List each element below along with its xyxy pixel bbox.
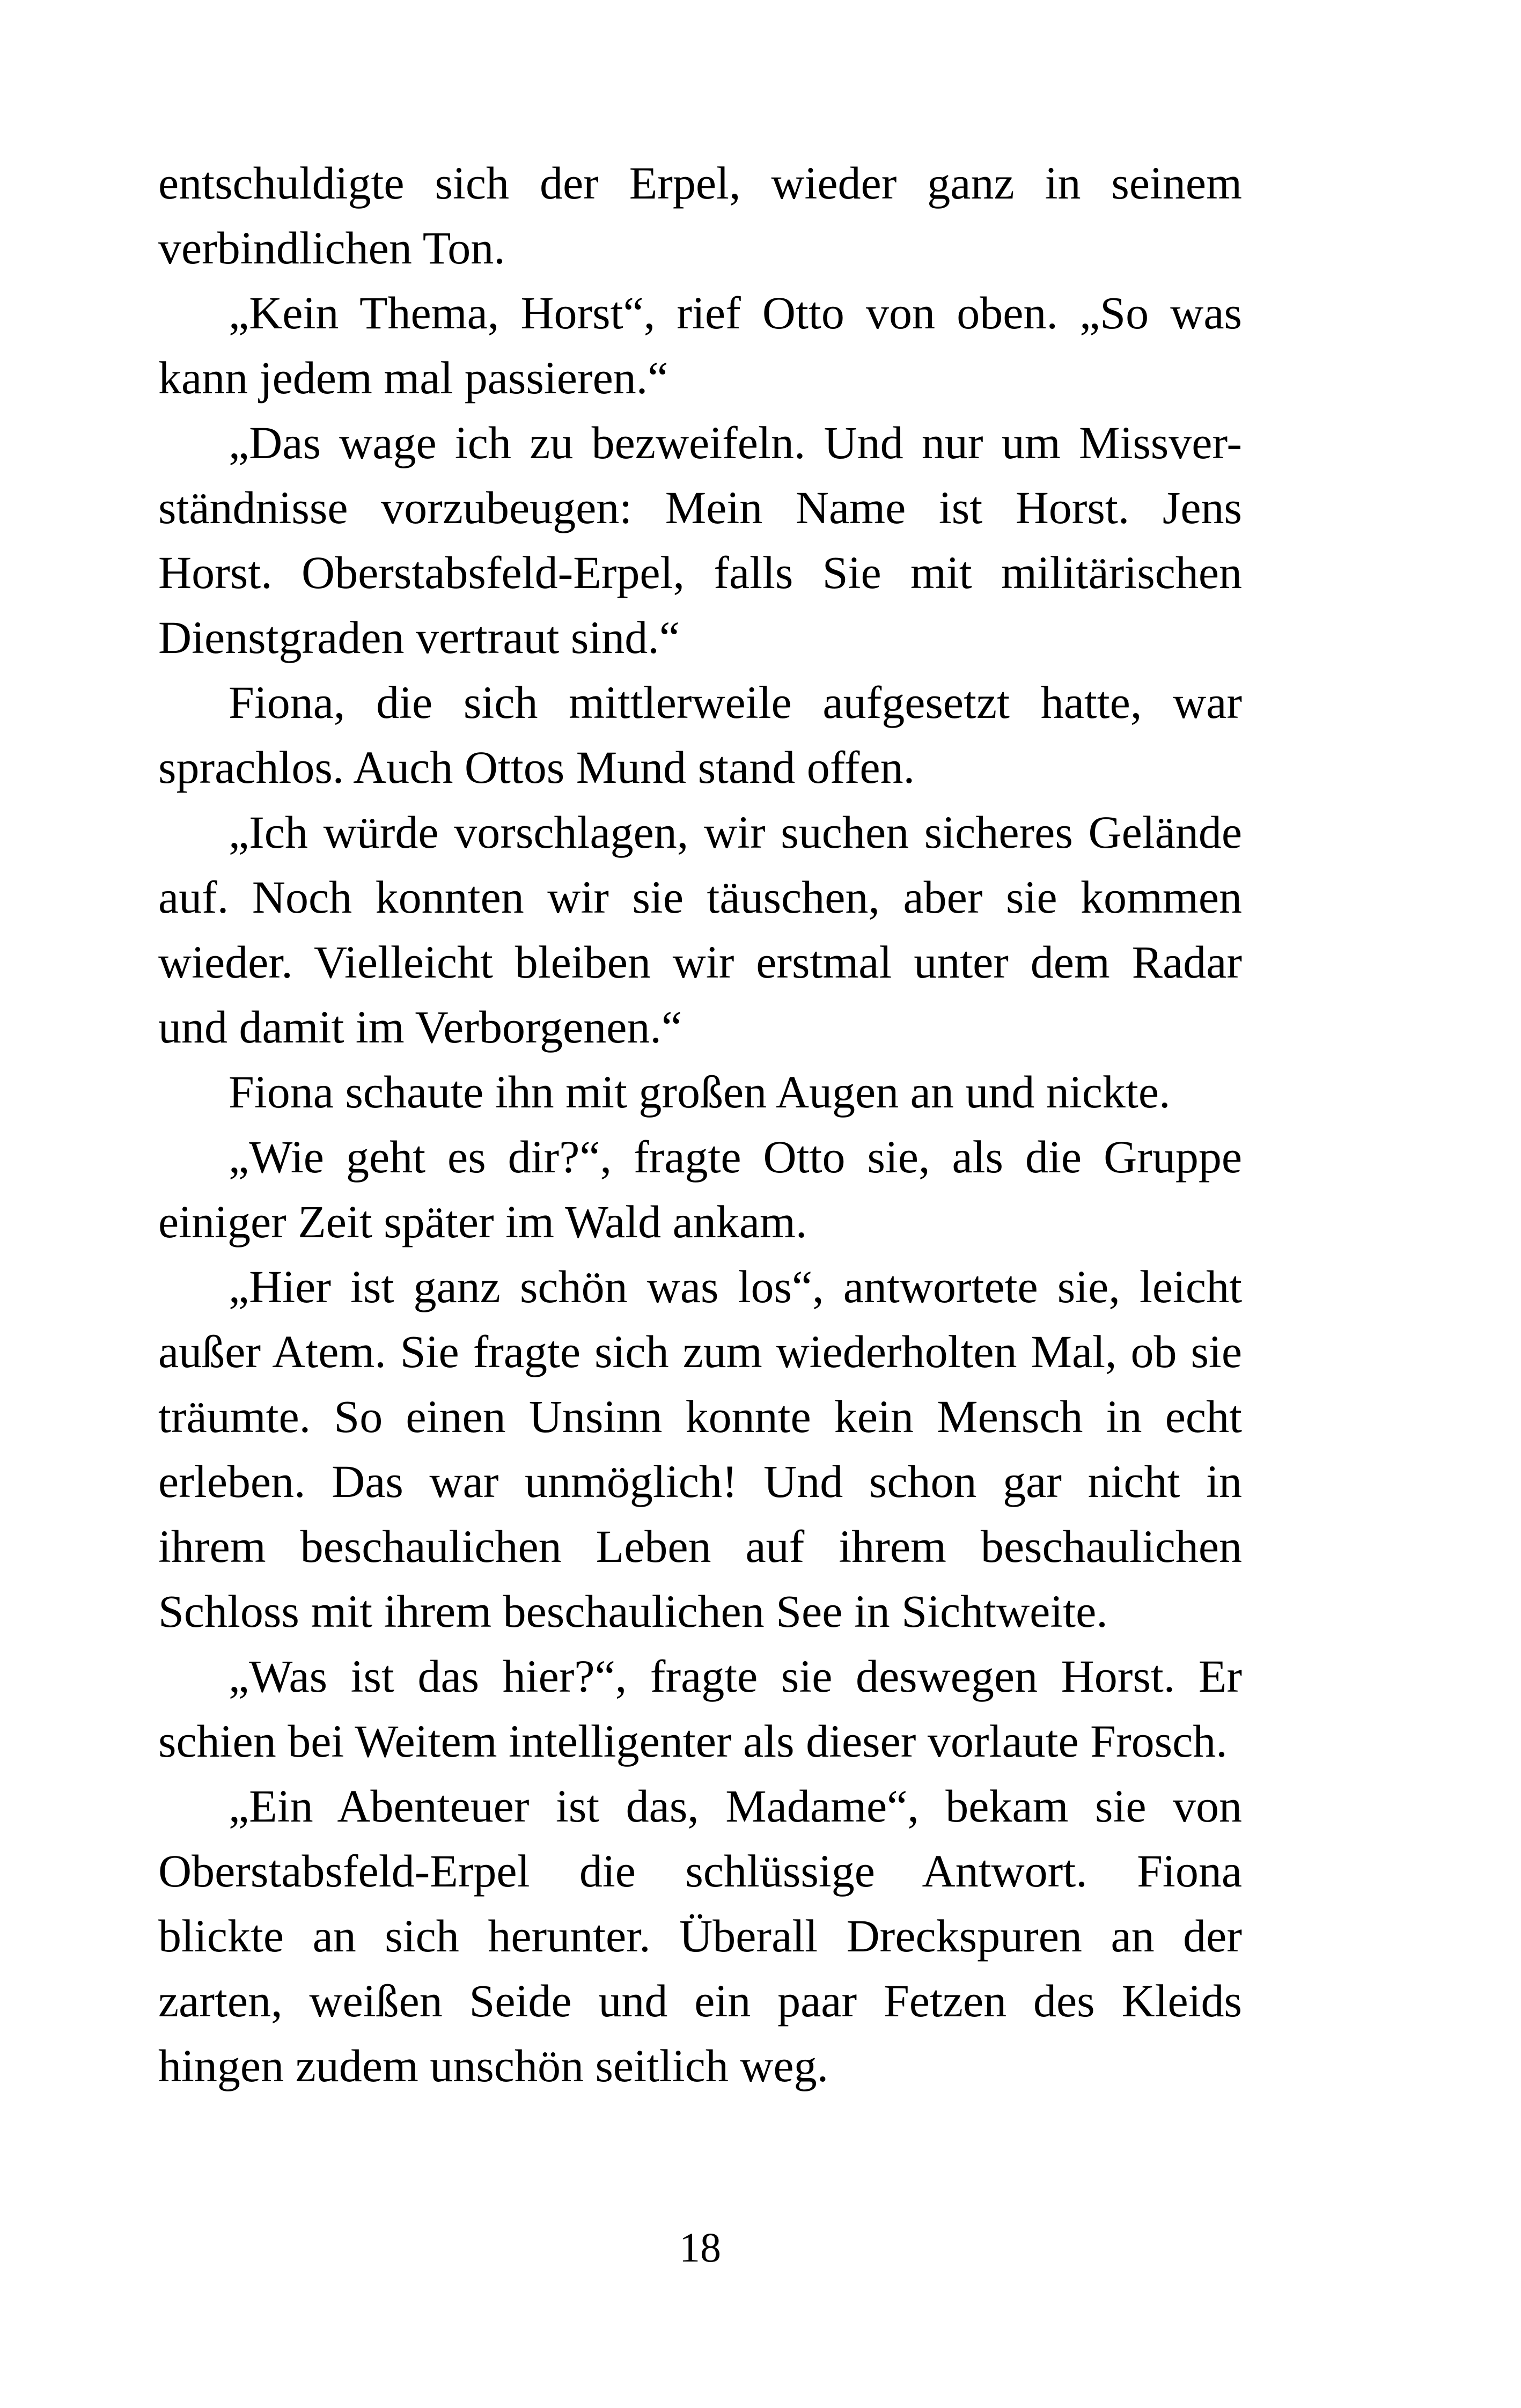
text-line: „Kein Thema, Horst“, rief Otto von oben. „So was	[229, 287, 1242, 339]
text-line: Fiona schaute ihn mit großen Augen an und nickte.	[229, 1066, 1171, 1118]
text-line: einiger Zeit später im Wald ankam.	[158, 1196, 807, 1247]
text-line: blickte an sich herunter. Überall Dreckspuren an der	[158, 1910, 1242, 1962]
text-line: Oberstabsfeld-Erpel die schlüssige Antwort. Fiona	[158, 1845, 1242, 1897]
text-line: Schloss mit ihrem beschaulichen See in Sichtweite.	[158, 1585, 1108, 1637]
text-line: sprachlos. Auch Ottos Mund stand offen.	[158, 742, 915, 793]
text-line: „Ich würde vorschlagen, wir suchen sicheres Gelände	[229, 806, 1242, 858]
text-line: „Das wage ich zu bezweifeln. Und nur um Missver-	[229, 417, 1242, 468]
paragraph	[158, 410, 1242, 670]
text-line: verbindlichen Ton.	[158, 222, 505, 274]
paragraph	[158, 1644, 1242, 1774]
text-line: hingen zudem unschön seitlich weg.	[158, 2040, 829, 2091]
text-line: „Hier ist ganz schön was los“, antwortete sie, leicht	[229, 1261, 1242, 1312]
text-line: zarten, weißen Seide und ein paar Fetzen des Kleids	[158, 1975, 1242, 2027]
paragraph	[158, 1774, 1242, 2098]
text-line: Horst. Oberstabsfeld-Erpel, falls Sie mit militärischen	[158, 547, 1242, 598]
text-line: „Was ist das hier?“, fragte sie deswegen Horst. Er	[229, 1650, 1242, 1702]
paragraph	[158, 151, 1242, 281]
paragraph	[158, 1254, 1242, 1644]
page-number: 18	[679, 2224, 721, 2271]
text-line: „Ein Abenteuer ist das, Madame“, bekam sie von	[229, 1780, 1242, 1832]
paragraph	[158, 281, 1242, 410]
text-line: auf. Noch konnten wir sie täuschen, aber sie kommen	[158, 871, 1242, 923]
paragraph	[158, 670, 1242, 800]
text-line: ihrem beschaulichen Leben auf ihrem beschaulichen	[158, 1521, 1242, 1572]
paragraph	[158, 1125, 1242, 1254]
paragraph	[158, 1060, 1242, 1125]
text-line: entschuldigte sich der Erpel, wieder ganz in seinem	[158, 157, 1242, 209]
text-line: außer Atem. Sie fragte sich zum wiederholten Mal, ob sie	[158, 1326, 1242, 1377]
text-line: schien bei Weitem intelligenter als dieser vorlaute Frosch.	[158, 1715, 1228, 1767]
text-line: kann jedem mal passieren.“	[158, 352, 668, 403]
text-line: Dienstgraden vertraut sind.“	[158, 612, 680, 663]
text-line: „Wie geht es dir?“, fragte Otto sie, als die Gruppe	[229, 1131, 1242, 1183]
text-line: Fiona, die sich mittlerweile aufgesetzt hatte, war	[229, 677, 1242, 728]
text-line: ständnisse vorzubeugen: Mein Name ist Horst. Jens	[158, 482, 1242, 533]
text-line: und damit im Verborgenen.“	[158, 1001, 682, 1053]
page-text	[158, 151, 1242, 2098]
text-line: erleben. Das war unmöglich! Und schon gar nicht in	[158, 1456, 1242, 1507]
paragraph	[158, 800, 1242, 1060]
text-line: träumte. So einen Unsinn konnte kein Mensch in echt	[158, 1391, 1242, 1442]
text-line: wieder. Vielleicht bleiben wir erstmal unter dem Radar	[158, 936, 1242, 988]
